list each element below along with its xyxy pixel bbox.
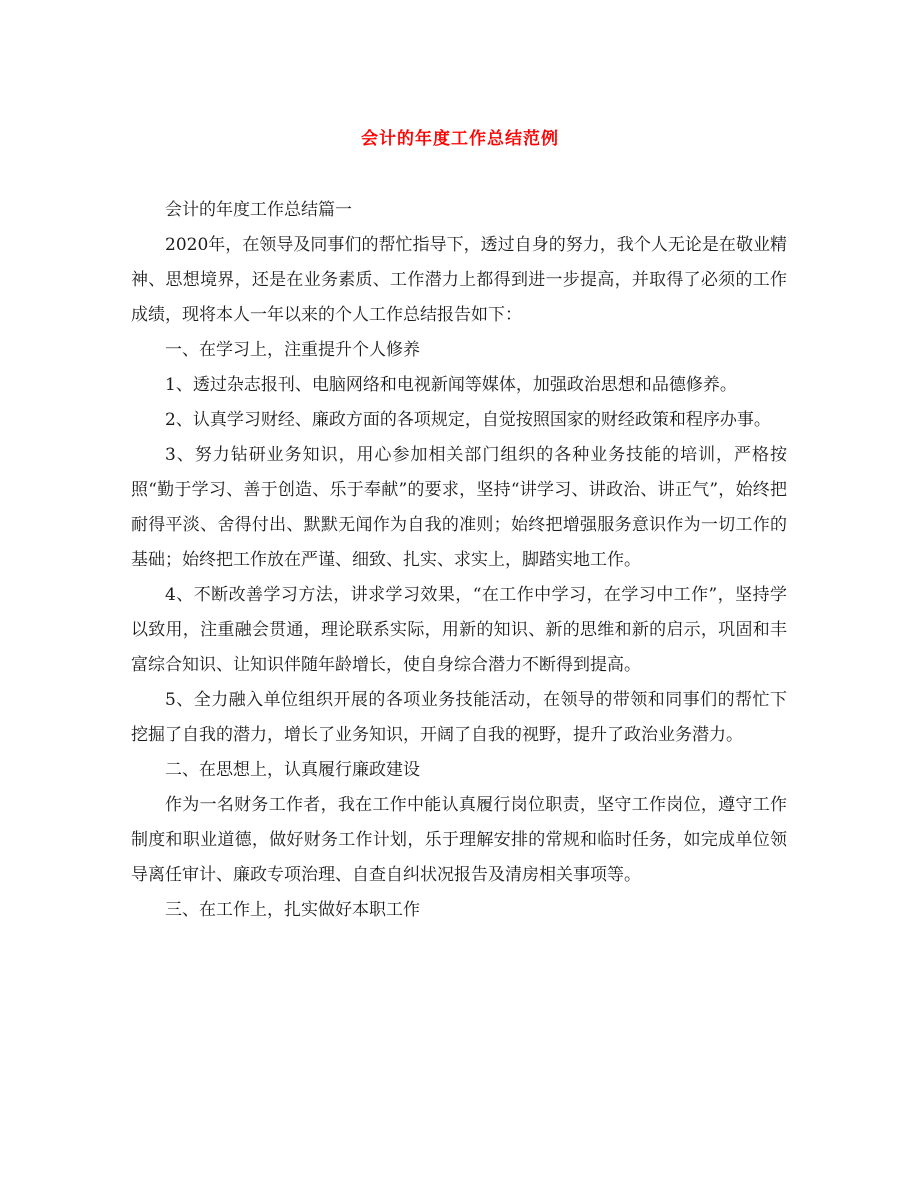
list-item: 4、不断改善学习方法，讲求学习效果，“在工作中学习，在学习中工作”，坚持学以致用，注重融会贯通，理论联系实际，用新的知识、新的思维和新的启示，巩固和丰富综合知识、让知识伴随年龄增长，使自身综合潜力不断得到提高。 — [131, 585, 787, 675]
list-item: 3、努力钻研业务知识，用心参加相关部门组织的各种业务技能的培训，严格按照“勤于学习、善于创造、乐于奉献”的要求，坚持“讲学习、讲政治、讲正气”，始终把耐得平淡、舍得付出、默默无闻作为自我的准则；始终把增强服务意识作为一切工作的基础；始终把工作放在严谨、细致、扎实、求实上，脚踏实地工作。 — [131, 445, 787, 570]
document-title: 会计的年度工作总结范例 — [361, 129, 559, 149]
intro-paragraph: 2020年，在领导及同事们的帮忙指导下，透过自身的努力，我个人无论是在敬业精神、思想境界，还是在业务素质、工作潜力上都得到进一步提高，并取得了必须的工作成绩，现将本人一年以来的个人工作总结报告如下： — [131, 235, 787, 325]
body-paragraph: 作为一名财务工作者，我在工作中能认真履行岗位职责，坚守工作岗位，遵守工作制度和职业道德，做好财务工作计划，乐于理解安排的常规和临时任务，如完成单位领导离任审计、廉政专项治理、自查自纠状况报告及清房相关事项等。 — [131, 795, 787, 885]
list-item: 1、透过杂志报刊、电脑网络和电视新闻等媒体，加强政治思想和品德修养。 — [165, 375, 737, 395]
document-body — [131, 193, 787, 928]
list-item: 2、认真学习财经、廉政方面的各项规定，自觉按照国家的财经政策和程序办事。 — [165, 410, 771, 430]
section-heading: 会计的年度工作总结篇一 — [165, 200, 352, 220]
list-item: 5、全力融入单位组织开展的各项业务技能活动，在领导的带领和同事们的帮忙下挖掘了自我的潜力，增长了业务知识，开阔了自我的视野，提升了政治业务潜力。 — [131, 690, 787, 745]
section-heading: 一、在学习上，注重提升个人修养 — [165, 340, 420, 360]
section-heading: 二、在思想上，认真履行廉政建设 — [165, 760, 420, 780]
section-heading: 三、在工作上，扎实做好本职工作 — [165, 900, 420, 920]
